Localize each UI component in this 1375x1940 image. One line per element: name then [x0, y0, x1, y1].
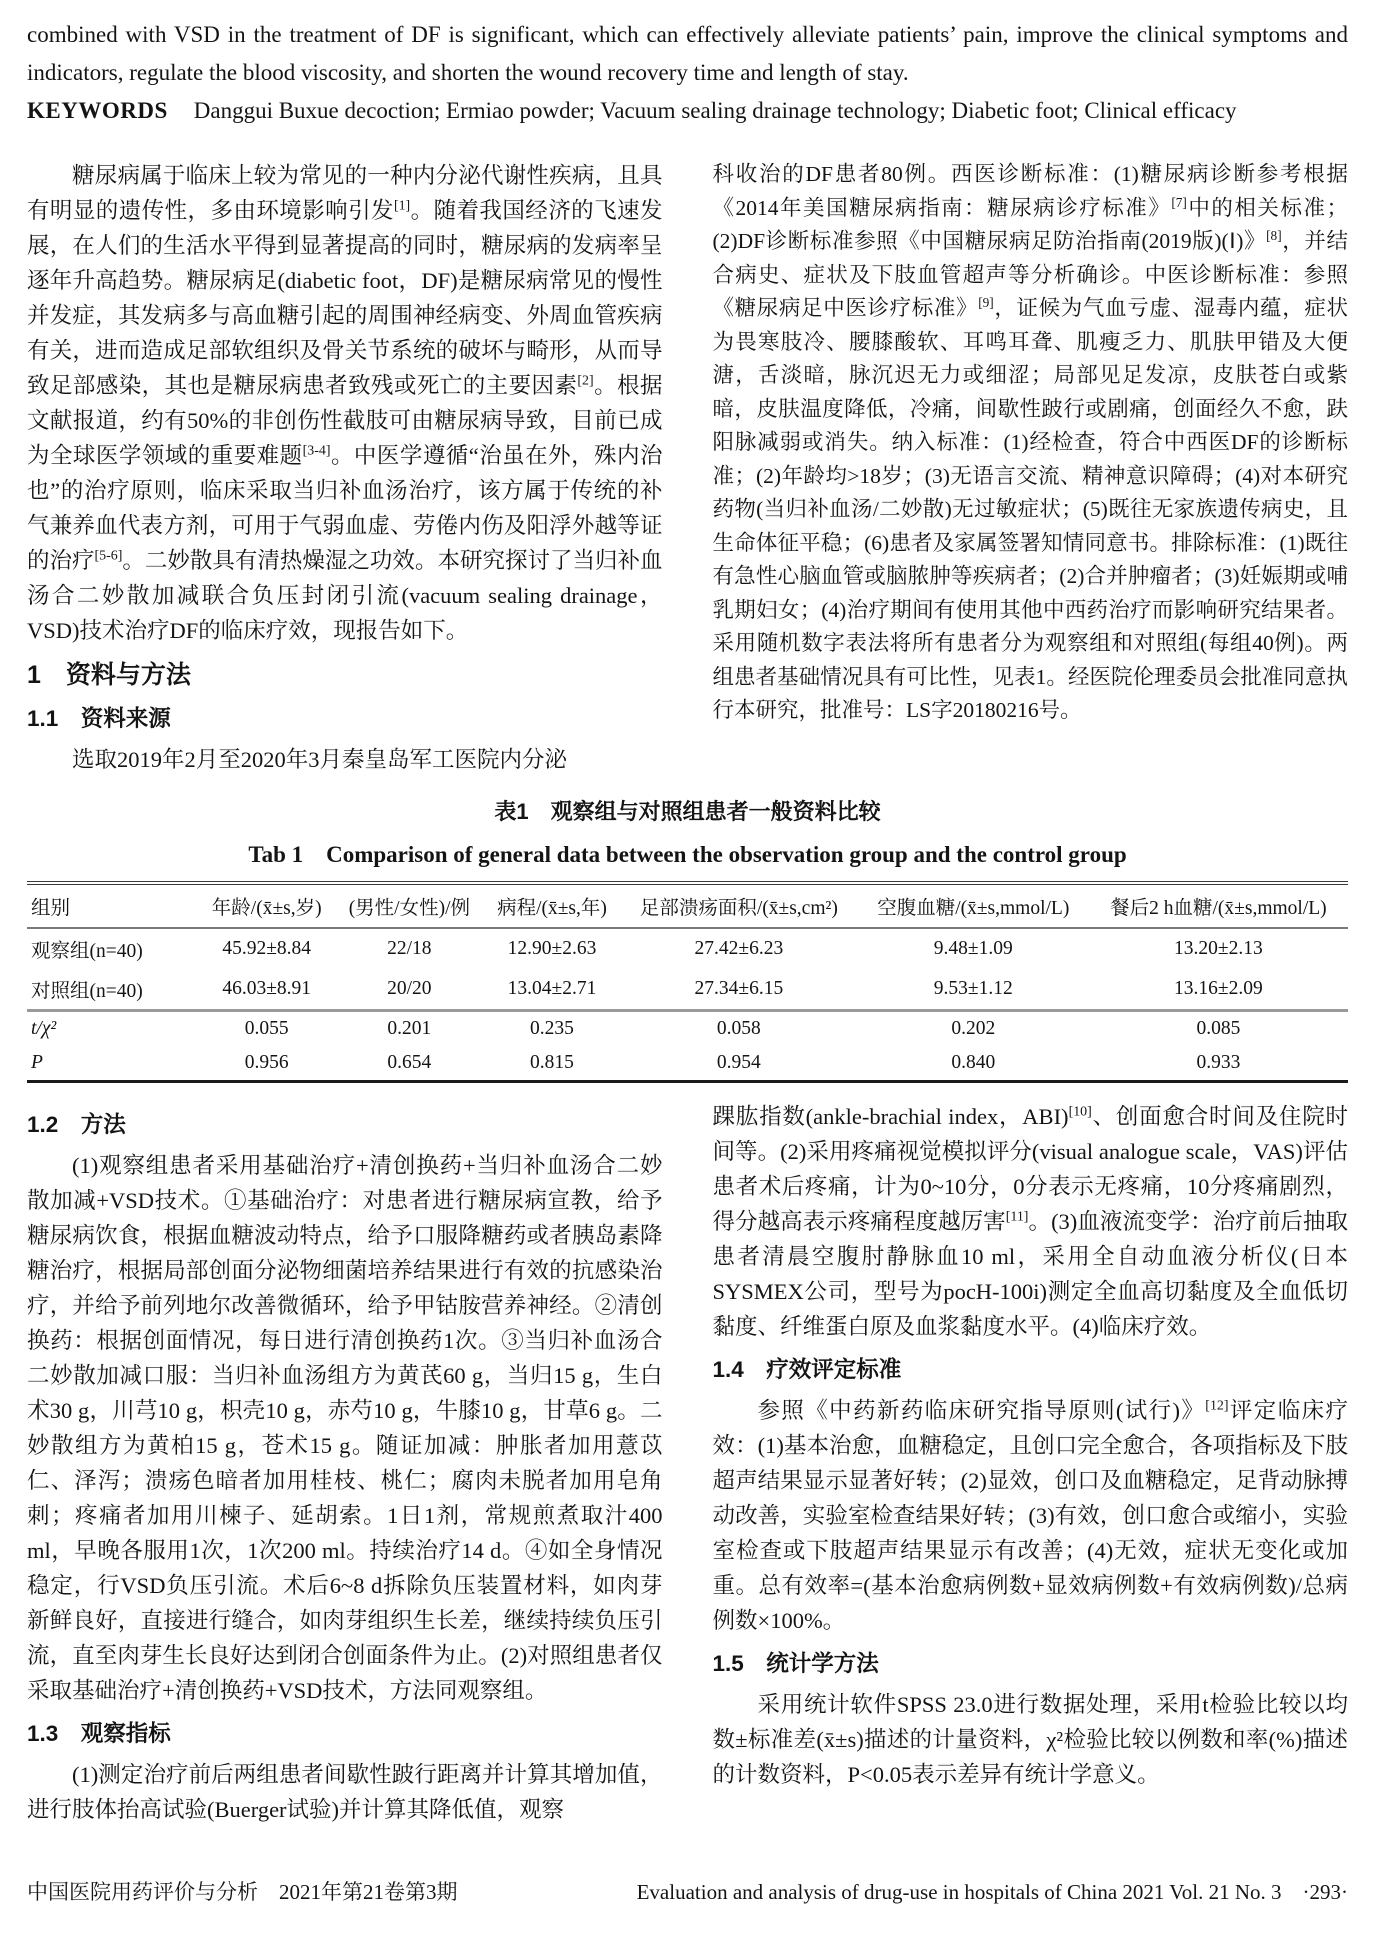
table-cell: 9.48±1.09 — [933, 938, 1013, 959]
table-column-header: (男性/女性)/例 — [335, 883, 484, 928]
body-paragraph: (1)观察组患者采用基础治疗+清创换药+当归补血汤合二妙散加减+VSD技术。①基础治疗：对患者进行糖尿病宣教，给予糖尿病饮食，根据血糖波动特点，给予口服降糖药或者胰岛素降糖治疗，根据局部创面分泌物细菌培养结果进行有效的抗感染治疗，并给予前列地尔改善微循环，给予甲钴胺营养神经。②清创换药：根据创面情况，每日进行清创换药1次。③当归补血汤合二妙散加减口服：当归补血汤组方为黄芪60 g，当归15 g，生白术30 g，川芎10 g，枳壳10 g，赤芍10 g，牛膝10 g，甘草6 g。二妙散组方为黄柏15 g，苍术15 g。随证加减：肿胀者加用薏苡仁、泽泻；溃疡色暗者加用桂枝、桃仁；腐肉未脱者加用皂角刺；疼痛者加用川楝子、延胡索。1日1剂，常规煎煮取汁400 ml，早晚各服用1次，1次200 ml。持续治疗14 d。④如全身情况稳定，行VSD负压引流。术后6~8 d拆除负压装置材料，如肉芽新鲜良好，直接进行缝合，如肉芽组织生长差，继续持续负压引流，直至肉芽生长良好达到闭合创面条件为止。(2)对照组患者仅采取基础治疗+清创换药+VSD技术，方法同观察组。 — [27, 1153, 663, 1703]
section-heading: 1.5 统计学方法 — [712, 1651, 879, 1676]
table-row — [27, 1046, 1348, 1082]
body-paragraph: (1)测定治疗前后两组患者间歇性跛行距离并计算其增加值，进行肢体抬高试验(Buerger试验)并计算其降低值，观察 — [27, 1762, 663, 1822]
table-cell: 0.235 — [530, 1018, 574, 1039]
table-section — [27, 795, 1348, 1083]
bottom-two-column-section — [27, 1099, 1348, 1827]
section-heading: 1.3 观察指标 — [27, 1721, 171, 1746]
table-column-header: 足部溃疡面积/(x̄±s,cm²) — [620, 883, 858, 928]
table-cell: 27.42±6.23 — [694, 938, 784, 959]
table-cell: 0.954 — [716, 1052, 761, 1073]
bottom-left-column — [27, 1099, 663, 1827]
top-two-column-section — [27, 158, 1348, 777]
body-paragraph: 采用统计软件SPSS 23.0进行数据处理，采用t检验比较以均数±标准差(x̄±s)描述的计量资料，χ²检验比较以例数和率(%)描述的计数资料，P<0.05表示差异有统计学意义。 — [712, 1692, 1348, 1787]
table-cell: 0.654 — [387, 1052, 432, 1073]
page-footer — [27, 1876, 1348, 1906]
table-cell: 观察组(n=40) — [31, 941, 143, 962]
body-paragraph: 科收治的DF患者80例。西医诊断标准：(1)糖尿病诊断参考根据《2014年美国糖尿病指南：糖尿病诊疗标准》[7]中的相关标准；(2)DF诊断标准参照《中国糖尿病足防治指南(2019版)(Ⅰ)》[8]，并结合病史、症状及下肢血管超声等分析确诊。中医诊断标准：参照《糖尿病足中医诊疗标准》[9]，证候为气血亏虚、湿毒内蕴，症状为畏寒肢冷、腰膝酸软、耳鸣耳聋、肌瘦乏力、肌肤甲错及大便溏，舌淡暗，脉沉迟无力或细涩；局部见足发凉，皮肤苍白或紫暗，皮肤温度降低，冷痛，间歇性跛行或剧痛，创面经久不愈，趺阳脉减弱或消失。纳入标准：(1)经检查，符合中西医DF的诊断标准；(2)年龄均>18岁；(3)无语言交流、精神意识障碍；(4)对本研究药物(当归补血汤/二妙散)无过敏症状；(5)既往无家族遗传病史，且生命体征平稳；(6)患者及家属签署知情同意书。排除标准：(1)既往有急性心脑血管或脑脓肿等疾病者；(2)合并肿瘤者；(3)妊娠期或哺乳期妇女；(4)治疗期间有使用其他中西药治疗而影响研究结果者。采用随机数字表法将所有患者分为观察组和对照组(每组40例)。两组患者基础情况具有可比性，见表1。经医院伦理委员会批准同意执行本研究，批准号：LS字20180216号。 — [712, 162, 1348, 722]
section-heading: 1.1 资料来源 — [27, 706, 171, 731]
section-heading: 1.4 疗效评定标准 — [712, 1357, 902, 1382]
table-cell: 0.055 — [244, 1018, 289, 1039]
top-right-column — [713, 158, 1349, 777]
table-column-header: 病程/(x̄±s,年) — [484, 883, 620, 928]
table-cell: 13.04±2.71 — [507, 978, 597, 999]
table-cell: 20/20 — [387, 978, 432, 999]
table-cell: 0.956 — [244, 1052, 289, 1073]
table-cell: P — [31, 1052, 43, 1073]
general-data-table — [27, 881, 1348, 1083]
table-cell: 9.53±1.12 — [933, 978, 1013, 999]
table-cell: 0.202 — [951, 1018, 996, 1039]
table-row — [27, 1011, 1348, 1047]
table-cell: 46.03±8.91 — [222, 978, 312, 999]
table-cell: t/χ² — [31, 1018, 57, 1039]
table-column-header: 餐后2 h血糖/(x̄±s,mmol/L) — [1089, 883, 1348, 928]
bottom-right-column — [713, 1099, 1349, 1827]
table-row — [27, 928, 1348, 969]
table-cell: 13.16±2.09 — [1174, 978, 1263, 999]
table-column-header: 组别 — [27, 883, 199, 928]
body-paragraph: 踝肱指数(ankle-brachial index，ABI)[10]、创面愈合时间及住院时间等。(2)采用疼痛视觉模拟评分(visual analogue scale，VAS)评估患者术后疼痛，计为0~10分，0分表示无疼痛，10分疼痛剧烈，得分越高表示疼痛程度越厉害[11]。(3)血液流变学：治疗前后抽取患者清晨空腹肘静脉血10 ml，采用全自动血液分析仪(日本SYSMEX公司，型号为pocH-100i)测定全血高切黏度及全血低切黏度、纤维蛋白原及血浆黏度水平。(4)临床疗效。 — [712, 1104, 1348, 1339]
table-cell: 12.90±2.63 — [507, 938, 597, 959]
table-row — [27, 969, 1348, 1011]
table-cell: 0.058 — [716, 1018, 761, 1039]
section-heading: 1 资料与方法 — [27, 661, 191, 689]
body-paragraph: 糖尿病属于临床上较为常见的一种内分泌代谢性疾病，且具有明显的遗传性，多由环境影响引发[1]。随着我国经济的飞速发展，在人们的生活水平得到显著提高的同时，糖尿病的发病率呈逐年升高趋势。糖尿病足(diabetic foot，DF)是糖尿病常见的慢性并发症，其发病多与高血糖引起的周围神经病变、外周血管疾病有关，进而造成足部软组织及骨关节系统的破坏与畸形，从而导致足部感染，其也是糖尿病患者致残或死亡的主要因素[2]。根据文献报道，约有50%的非创伤性截肢可由糖尿病导致，目前已成为全球医学领域的重要难题[3-4]。中医学遵循“治虽在外，殊内治也”的治疗原则，临床采取当归补血汤治疗，该方属于传统的补气兼养血代表方剂，可用于气弱血虚、劳倦内伤及阳浮外越等证的治疗[5-6]。二妙散具有清热燥湿之功效。本研究探讨了当归补血汤合二妙散加减联合负压封闭引流(vacuum sealing drainage，VSD)技术治疗DF的临床疗效，现报告如下。 — [27, 163, 663, 643]
abstract-tail-text: combined with VSD in the treatment of DF is significant, which can effectively alleviate patients’ pain, improve the clinical symptoms and indicators, regulate the blood viscosity, and shorten the wound recovery time and length of stay. — [27, 22, 1348, 85]
table-header-row — [27, 883, 1348, 928]
table-cell: 13.20±2.13 — [1174, 938, 1263, 959]
table-column-header: 空腹血糖/(x̄±s,mmol/L) — [858, 883, 1089, 928]
keywords-text: Danggui Buxue decoction; Ermiao powder; Vacuum sealing drainage technology; Diabetic foot; Clinical efficacy — [193, 98, 1237, 123]
table-cell: 45.92±8.84 — [222, 938, 312, 959]
table-cell: 0.085 — [1196, 1018, 1241, 1039]
footer-journal-en: Evaluation and analysis of drug-use in hospitals of China 2021 Vol. 21 No. 3 ·293· — [636, 1880, 1348, 1904]
table-cell: 对照组(n=40) — [31, 981, 143, 1002]
section-heading: 1.2 方法 — [27, 1112, 126, 1137]
footer-journal-cn: 中国医院用药评价与分析 2021年第21卷第3期 — [27, 1880, 458, 1904]
keywords-label: KEYWORDS — [27, 98, 168, 123]
table-cell: 22/18 — [387, 938, 432, 959]
top-left-column — [27, 158, 663, 777]
table-column-header: 年龄/(x̄±s,岁) — [199, 883, 335, 928]
table-caption-cn: 表1 观察组与对照组患者一般资料比较 — [494, 799, 881, 824]
table-caption-en: Tab 1 Comparison of general data between the observation group and the control group — [248, 842, 1127, 867]
table-cell: 0.840 — [951, 1052, 996, 1073]
body-paragraph: 参照《中药新药临床研究指导原则(试行)》[12]评定临床疗效：(1)基本治愈，血糖稳定，且创口完全愈合，各项指标及下肢超声结果显示显著好转；(2)显效，创口及血糖稳定，足背动脉搏动改善，实验室检查结果好转；(3)有效，创口愈合或缩小，实验室检查或下肢超声结果显示有改善；(4)无效，症状无变化或加重。总有效率=(基本治愈病例数+显效病例数+有效病例数)/总病例数×100%。 — [712, 1398, 1348, 1633]
table-cell: 0.933 — [1196, 1052, 1241, 1073]
table-cell: 27.34±6.15 — [694, 978, 784, 999]
abstract-section — [27, 16, 1348, 130]
body-paragraph: 选取2019年2月至2020年3月秦皇岛军工医院内分泌 — [72, 747, 568, 772]
keywords-line — [27, 92, 1348, 130]
table-cell: 0.815 — [530, 1052, 574, 1073]
table-cell: 0.201 — [387, 1018, 432, 1039]
